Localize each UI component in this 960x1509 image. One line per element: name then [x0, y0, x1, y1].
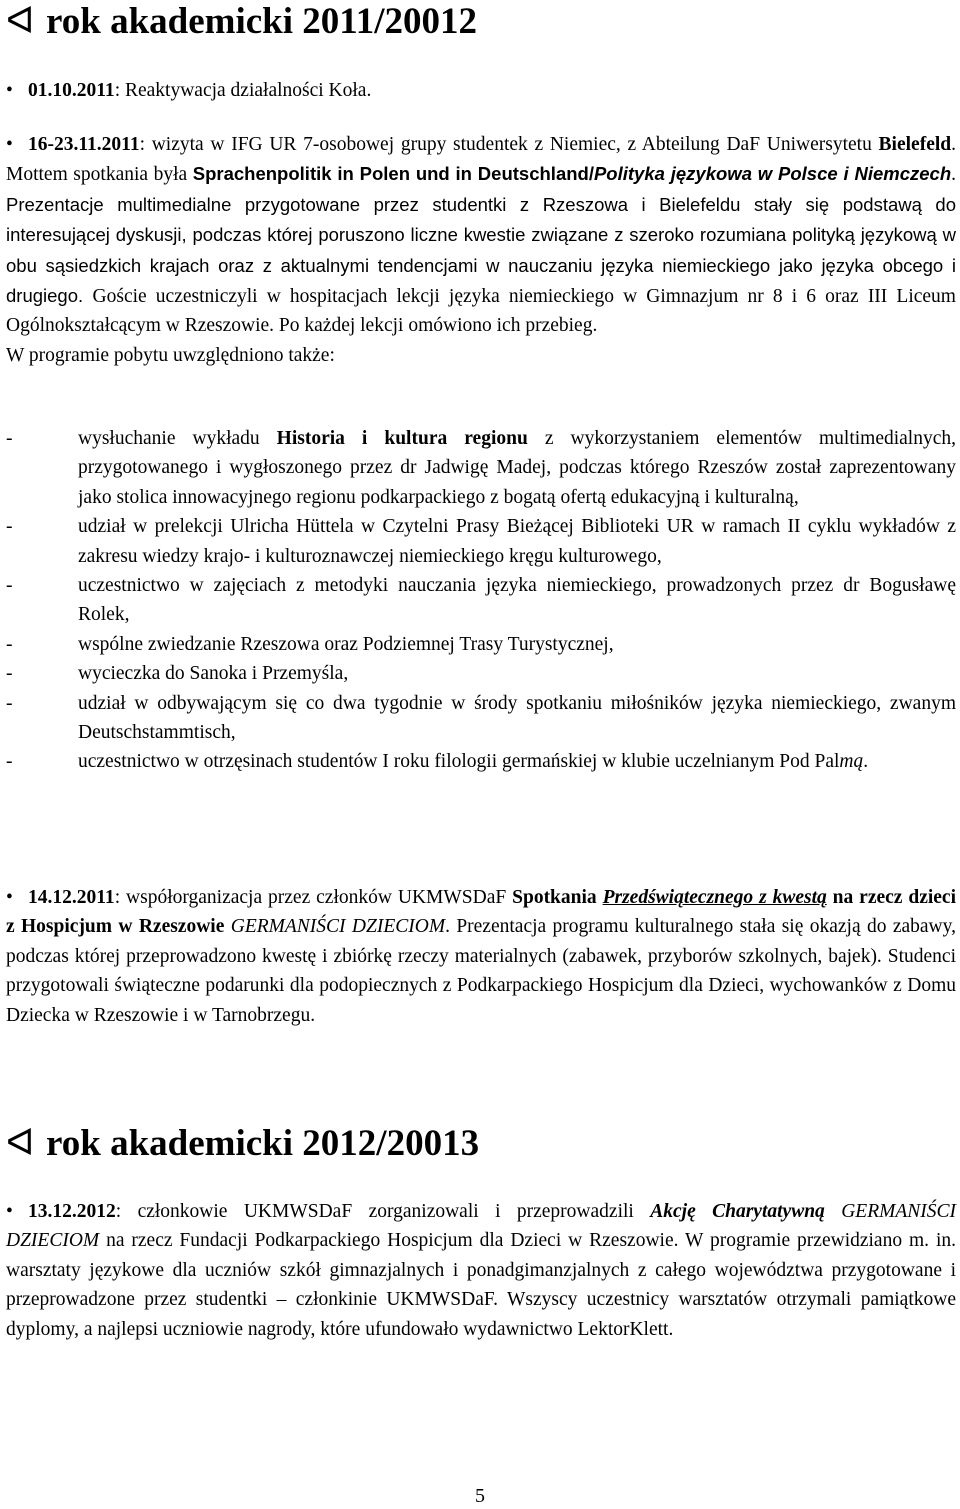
list-text: udział w odbywającym się co dwa tygodnie w środy spotkaniu miłośników języka niemieckiego, zwanym Deutschstammtisch,: [78, 692, 956, 744]
program-intro: W programie pobytu uwzględniono także:: [6, 344, 335, 366]
list-item: [6, 689, 956, 748]
section-heading-2012: [6, 1122, 479, 1166]
event-date: 01.10.2011: [28, 80, 115, 101]
list-text: .: [863, 751, 869, 773]
dash-icon: -: [6, 428, 13, 449]
event-date: 13.12.2012: [28, 1201, 116, 1222]
dash-icon: -: [6, 516, 13, 538]
event-title: na rzecz dzieci z Hospicjum w Rzeszowie: [6, 887, 957, 938]
section-title: rok akademicki 2011/20012: [46, 1, 478, 42]
list-item: [6, 883, 956, 1030]
event-date: 16-23.11.2011: [28, 134, 140, 155]
event-title: Spotkania: [512, 887, 603, 908]
dash-icon: -: [6, 692, 13, 714]
lecture-title: Historia i kultura regionu: [276, 428, 528, 449]
dash-icon: -: [6, 575, 13, 597]
section-title: rok akademicki 2012/20013: [46, 1123, 480, 1164]
bullet-icon: •: [6, 80, 13, 101]
list-text: wycieczka do Sanoka i Przemyśla,: [78, 663, 349, 685]
arrow-left-icon: ᐊ: [6, 1, 35, 42]
page-number: 5: [475, 1485, 485, 1507]
bullet-icon: •: [6, 1201, 13, 1222]
campaign-name: GERMANIŚCI DZIECIOM: [6, 1201, 957, 1252]
campaign-name: GERMANIŚCI DZIECIOM: [230, 916, 446, 938]
list-text: z wykorzystaniem elementów multimedialnych, przygotowanego i wygłoszonego przez dr Jadwigę Madej, podczas którego Rzeszów został zaprezentowany jako stolica innowacyjnego regionu podkarpackiego z bogatą ofertą edukacyjną i kulturalną,: [78, 428, 956, 508]
motto-text: Sprachenpolitik in Polen und in Deutschland/: [192, 163, 594, 185]
dash-icon: -: [6, 663, 13, 685]
spacer-text: [825, 1201, 841, 1222]
list-text-italic: mą: [839, 751, 864, 773]
event-description: na rzecz Fundacji Podkarpackiego Hospicjum dla Dzieci w Rzeszowie. W programie przewidziano m. in. warsztaty językowe dla uczniów szkół gimnazjalnych i ponadgimanzjalnych z całego województwa przygotowane i przeprowadzone przez studentki – członkinie UKMWSDaF. Wszyscy uczestnicy warsztatów otrzymali pamiątkowe dyplomy, a najlepsi uczniowie nagrody, które ufundowało wydawnictwo LektorKlett.: [6, 1230, 956, 1340]
list-text: uczestnictwo w zajęciach z metodyki nauczania języka niemieckiego, prowadzonych przez dr Bogusławę Rolek,: [78, 575, 956, 626]
event-title-italic: Przedświątecznego z kwestą: [602, 887, 827, 908]
list-text: uczestnictwo w otrzęsinach studentów I roku filologii germańskiej w klubie uczelnianym Pod Pal: [78, 751, 840, 773]
event-title-italic: Akcję Charytatywną: [650, 1201, 825, 1222]
list-item: [6, 630, 956, 659]
event-text: : członkowie UKMWSDaF zorganizowali i przeprowadzili: [115, 1201, 651, 1222]
list-item: [6, 747, 956, 776]
bullet-icon: •: [6, 134, 13, 155]
list-item: [6, 512, 956, 571]
event-text: : wizyta w IFG UR 7-osobowej grupy studentek z Niemiec, z Abteilung DaF Uniwersytetu: [139, 134, 879, 155]
dash-icon: -: [6, 633, 13, 655]
motto-text-italic: Polityka językowa w Polsce i Niemczech: [593, 163, 952, 185]
arrow-left-icon: ᐊ: [6, 1123, 35, 1164]
list-item: [6, 130, 956, 370]
dash-icon: -: [6, 751, 13, 773]
section-heading-2011: [6, 0, 477, 44]
list-item: [6, 424, 956, 512]
list-item: [6, 76, 956, 105]
bullet-icon: •: [6, 887, 13, 908]
list-text: wspólne zwiedzanie Rzeszowa oraz Podziemnej Trasy Turystycznej,: [78, 633, 614, 655]
list-text: udział w prelekcji Ulricha Hüttela w Czytelni Prasy Bieżącej Biblioteki UR w ramach II cyklu wykładów z zakresu wiedzy krajo- i kulturoznawczej niemieckiego kręgu kulturowego,: [78, 516, 956, 567]
event-description: Goście uczestniczyli w hospitacjach lekcji języka niemieckiego w Gimnazjum nr 8 i 6 oraz III Liceum Ogólnokształcącym w Rzeszowie. Po każdej lekcji omówiono ich przebieg.: [6, 286, 956, 337]
event-date: 14.12.2011: [28, 887, 115, 908]
program-list: [6, 424, 956, 777]
event-text: . Mottem spotkania była: [6, 134, 956, 186]
event-description: Prezentacje multimedialne przygotowane przez studentki z Rzeszowa i Bielefeldu stały się podstawą do interesującej dyskusji, podczas której poruszono liczne kwestie związane z szeroko rozumiana polityką językową w obu sąsiedzkich krajach oraz z aktualnymi tendencjami w nauczaniu języka niemieckiego jako języka obcego i drugiego.: [6, 193, 956, 307]
list-item: [6, 1197, 956, 1344]
list-text: wysłuchanie wykładu: [78, 428, 277, 449]
event-text: : współorganizacja przez członków UKMWSDaF: [114, 887, 513, 908]
event-text: .: [951, 164, 956, 186]
event-text-bold: Bielefeld: [878, 134, 952, 155]
event-text: : Reaktywacja działalności Koła.: [114, 80, 372, 101]
event-description: . Prezentacja programu kulturalnego stała się okazją do zabawy, podczas której przeprowadzono kwestę i zbiórkę rzeczy materialnych (zabawek, przyborów szkolnych, bajek). Studenci przygotowali świąteczne podarunki dla podopiecznych z Podkarpackiego Hospicjum dla Dzieci, wychowanków z Domu Dziecka w Rzeszowie i w Tarnobrzegu.: [6, 916, 957, 1026]
list-item: [6, 571, 956, 630]
list-item: [6, 659, 956, 688]
